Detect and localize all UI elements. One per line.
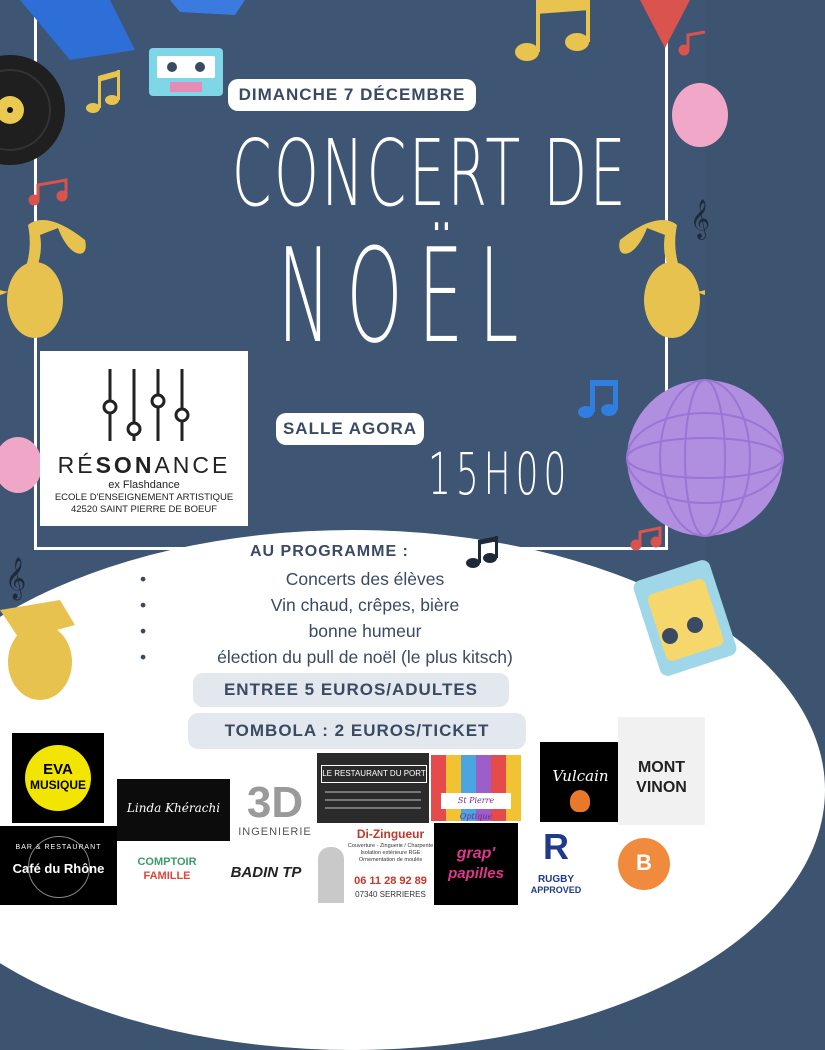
treble-clef-icon: 𝄞 xyxy=(690,199,711,239)
event-title-line1: CONCERT DE xyxy=(231,120,629,227)
program-item: • élection du pull de noël (le plus kitsch) xyxy=(140,647,513,667)
organizer-name: RÉSONANCE xyxy=(57,452,231,478)
blue-shape-top xyxy=(170,0,245,15)
program-item: • bonne humeur xyxy=(140,621,422,641)
equalizer-icon xyxy=(40,351,248,451)
sponsor-b-logo: B xyxy=(618,838,670,890)
saxophone-left-icon xyxy=(0,220,86,338)
event-venue: SALLE AGORA xyxy=(276,413,424,445)
organizer-line2: 42520 SAINT PIERRE DE BOEUF xyxy=(70,504,218,515)
sponsor-badin-tp: BADIN TP xyxy=(230,864,302,881)
event-title-line2: NOËL xyxy=(277,220,534,372)
music-note-red-top-icon xyxy=(680,32,705,54)
cassette-icon xyxy=(149,48,223,96)
entry-price: ENTREE 5 EUROS/ADULTES xyxy=(193,673,509,707)
maraca-left-icon xyxy=(0,437,42,493)
program-item: • Vin chaud, crêpes, bière xyxy=(140,595,460,615)
sponsor-linda-kherachi: Linda Khérachi xyxy=(117,779,230,841)
sponsor-restaurant-du-port: LE RESTAURANT DU PORT xyxy=(317,753,429,823)
organizer-subtitle: ex Flashdance xyxy=(108,479,180,491)
program-item: • Concerts des élèves xyxy=(140,569,445,589)
blue-shape-top-left xyxy=(20,0,135,60)
program-list xyxy=(140,566,590,670)
music-note-red-right-icon xyxy=(632,528,660,549)
sponsor-eva-musique: EVA MUSIQUE xyxy=(12,733,104,823)
sponsor-di-zingueur: Di-Zingueur Couverture - Zinguerie / Charpente Isolation extérieure RGE Ornementation de moulés 06 11 28 92 89 07340 SERRIERES xyxy=(318,827,435,905)
sponsor-rugby-approved: R RUGBY APPROVED xyxy=(530,826,582,895)
organizer-line1: ECOLE D'ENSEIGNEMENT ARTISTIQUE xyxy=(54,492,234,503)
treble-clef-left-icon: 𝄞 xyxy=(5,558,27,599)
sponsor-st-pierre-optique: St Pierre Optique xyxy=(431,755,521,821)
saxophone-bottom-icon xyxy=(0,600,75,700)
music-note-icon xyxy=(515,0,590,61)
event-time: 15H00 xyxy=(428,440,572,508)
music-note-red-icon xyxy=(30,180,66,204)
sponsor-vulcain: Vulcain xyxy=(540,742,621,822)
event-date: DIMANCHE 7 DÉCEMBRE xyxy=(228,79,476,111)
maraca-icon xyxy=(672,83,728,147)
sponsor-cafe-du-rhone: BAR & RESTAURANT Café du Rhône xyxy=(0,826,117,905)
sponsor-grap-papilles: grap' papilles xyxy=(434,823,518,905)
organizer-logo xyxy=(40,351,248,526)
program-heading: AU PROGRAMME : xyxy=(250,543,409,560)
tombola-price: TOMBOLA : 2 EUROS/TICKET xyxy=(188,713,526,749)
music-note-small-icon xyxy=(86,70,120,113)
music-note-program-icon xyxy=(466,536,498,568)
vinyl-record-icon xyxy=(0,55,65,165)
music-note-blue-icon xyxy=(578,380,618,418)
sponsor-mont-vinon: MONT VINON xyxy=(618,717,705,825)
sponsor-comptoir-famille: COMPTOIR FAMILLE xyxy=(137,856,197,882)
sponsor-3d-ingenierie: 3D INGENIERIE xyxy=(238,778,312,838)
pennant-icon xyxy=(640,0,690,48)
disco-ball-icon xyxy=(627,380,783,536)
